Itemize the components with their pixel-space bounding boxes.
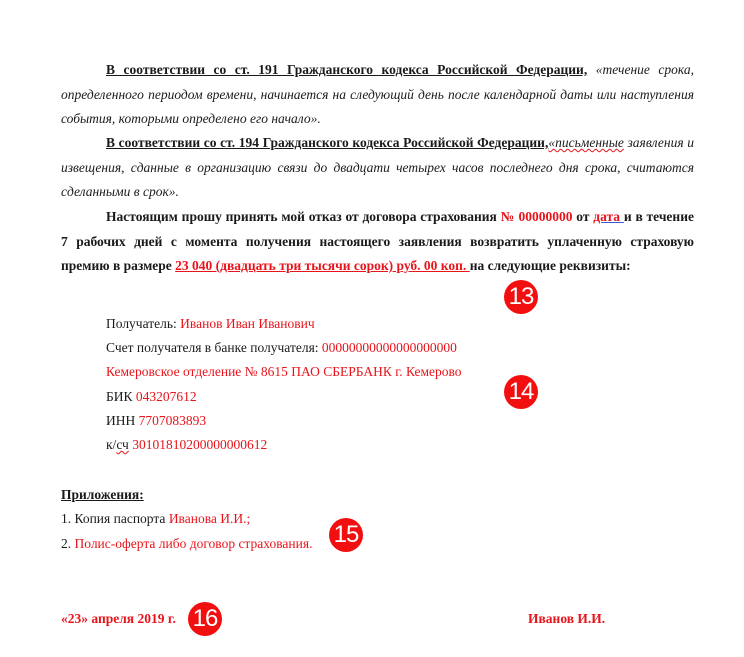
- attachment-2-label: 2.: [61, 536, 75, 551]
- refund-amount: 23 040 (двадцать три тысячи сорок) руб. 00 коп.: [175, 258, 470, 273]
- corr-account-label: к/: [106, 437, 117, 452]
- inn-label: ИНН: [106, 413, 139, 428]
- requisite-account: [106, 338, 457, 358]
- article-194-reference: В соответствии со ст. 194 Гражданского кодекса Российской Федерации,: [106, 135, 549, 150]
- account-label: Счет получателя в банке получателя:: [106, 340, 322, 355]
- marker-13: 13: [504, 280, 538, 314]
- requisite-inn: [106, 411, 206, 431]
- recipient-value: Иванов Иван Иванович: [180, 316, 315, 331]
- paragraph-refusal-request: [61, 205, 694, 279]
- attachment-item-1: [61, 509, 250, 529]
- document-date: «23» апреля 2019 г.: [61, 611, 176, 626]
- bik-label: БИК: [106, 389, 136, 404]
- marker-14: 14: [504, 375, 538, 409]
- marker-16: 16: [188, 602, 222, 636]
- recipient-label: Получатель:: [106, 316, 181, 331]
- requisite-corr-account: [106, 435, 267, 455]
- signature-name: Иванов И.И.: [528, 611, 606, 626]
- request-text-1: Настоящим прошу принять мой отказ от договора страхования: [106, 209, 501, 224]
- corr-account-value: 30101810200000000612: [128, 437, 268, 452]
- article-191-reference: В соответствии со ст. 191 Гражданского кодекса Российской Федерации,: [106, 62, 588, 77]
- attachment-1-value: Иванова И.И.;: [168, 511, 251, 526]
- requisite-bank: Кемеровское отделение № 8615 ПАО СБЕРБАНК г. Кемерово: [106, 364, 462, 379]
- article-194-quote-start: «письменные: [548, 135, 624, 150]
- attachment-item-2: [61, 534, 312, 554]
- contract-number: № 00000000: [500, 209, 573, 224]
- request-text-4: на следующие реквизиты:: [469, 258, 631, 273]
- article-191-quote: «течение срока, определенного периодом времени, начинается на следующий день после календарной даты или наступления события, которыми определено его начало».: [61, 62, 695, 126]
- attachment-2-value: Полис-оферта либо договор страхования.: [74, 536, 313, 551]
- bik-value: 043207612: [135, 389, 197, 404]
- contract-date: дата: [593, 209, 624, 224]
- requisite-recipient: [106, 314, 315, 334]
- article-194-quote: заявления и извещения, сданные в организацию связи до двадцати четырех часов последнего дня срока, считаются сделанными в срок».: [61, 135, 695, 199]
- paragraph-article-194: [61, 131, 694, 205]
- request-text-2: от: [572, 209, 594, 224]
- paragraph-article-191: [61, 58, 694, 132]
- corr-account-label-wavy: сч: [116, 437, 129, 452]
- inn-value: 7707083893: [138, 413, 207, 428]
- request-text-3: и в течение 7 рабочих дней с момента получения настоящего заявления возвратить уплаченную страховую премию в размере: [61, 209, 694, 273]
- marker-15: 15: [329, 518, 363, 552]
- requisite-bik: [106, 387, 197, 407]
- account-value: 00000000000000000000: [321, 340, 457, 355]
- attachment-1-label: 1. Копия паспорта: [61, 511, 169, 526]
- attachments-heading: Приложения:: [61, 487, 144, 502]
